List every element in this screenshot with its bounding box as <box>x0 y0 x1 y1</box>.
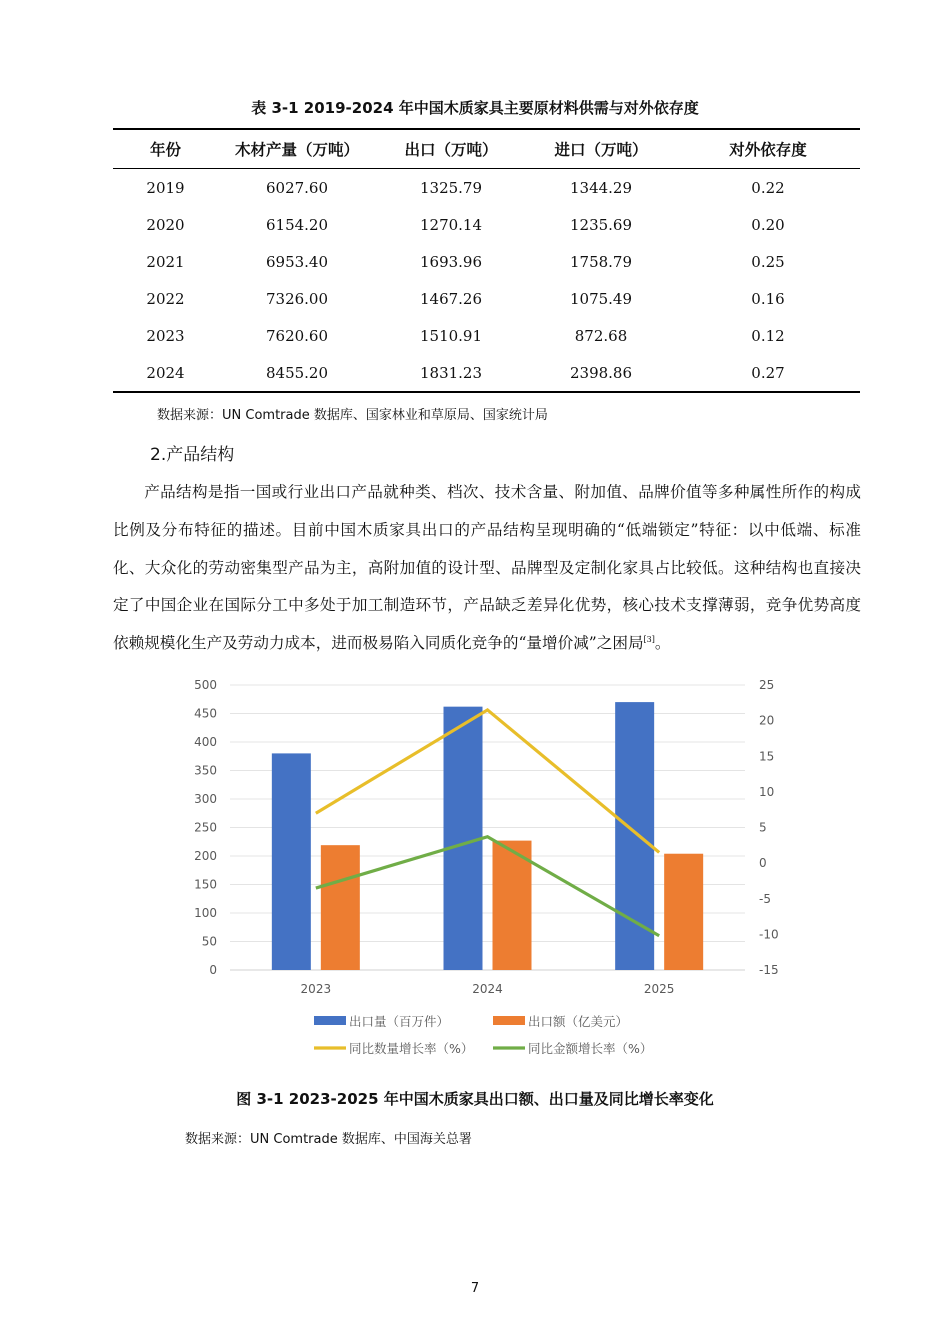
table-row <box>113 280 860 317</box>
left-axis-tick-label: 200 <box>194 849 217 863</box>
table-row <box>113 243 860 280</box>
series-line <box>316 837 659 936</box>
right-axis-tick-label: 0 <box>759 856 767 871</box>
table-cell: 1270.14 <box>419 215 483 234</box>
right-axis-tick-label: 20 <box>759 713 775 728</box>
x-axis-tick-label: 2024 <box>472 982 503 996</box>
bar-2023 <box>321 845 360 970</box>
right-axis-tick-label: 15 <box>759 749 775 764</box>
header-dependency: 对外依存度 <box>676 129 860 169</box>
right-axis-tick-label: -10 <box>759 927 779 942</box>
table-row <box>113 206 860 243</box>
table-row <box>113 169 860 207</box>
table-source-note: 数据来源：UN Comtrade 数据库、国家林业和草原局、国家统计局 <box>157 408 548 423</box>
table-cell: 0.25 <box>751 252 785 271</box>
legend-label: 出口额（亿美元） <box>528 1014 629 1029</box>
table-cell: 1831.23 <box>376 354 526 392</box>
x-axis-tick-label: 2023 <box>300 982 332 996</box>
bar-2024 <box>444 707 483 970</box>
table-cell: 8455.20 <box>218 354 376 392</box>
legend-label: 出口量（百万件） <box>349 1014 450 1029</box>
x-axis-tick-label: 2025 <box>643 982 675 996</box>
legend-swatch <box>493 1016 525 1025</box>
chart-lines <box>316 710 659 936</box>
citation-reference[interactable]: [3] <box>643 635 655 644</box>
left-axis-tick-label: 450 <box>194 706 217 721</box>
table-cell: 872.68 <box>574 326 628 345</box>
header-year: 年份 <box>113 129 218 169</box>
left-axis-tick-label: 50 <box>201 934 217 949</box>
legend-swatch <box>314 1016 346 1025</box>
table-cell: 1467.26 <box>419 289 483 308</box>
left-axis-tick-label: 0 <box>209 963 217 977</box>
series-line <box>316 710 659 853</box>
table-cell: 2398.86 <box>526 354 676 392</box>
table-cell: 0.22 <box>751 178 785 197</box>
table-cell: 6953.40 <box>265 252 329 271</box>
header-import: 进口（万吨） <box>526 129 676 169</box>
legend-label: 同比数量增长率（%） <box>349 1041 474 1056</box>
paragraph-end: 。 <box>654 634 671 653</box>
table-caption: 表 3-1 2019-2024 年中国木质家具主要原材料供需与对外依存度 <box>251 99 699 117</box>
paragraph-text: 产品结构是指一国或行业出口产品就种类、档次、技术含量、附加值、品牌价值等多种属性所作的构成比例及分布特征的描述。目前中国木质家具出口的产品结构呈现明确的“低端锁定”特征：以中低端、标准化、大众化的劳动密集型产品为主，高附加值的设计型、品牌型及定制化家具占比较低。这种结构也直接决定了中国企业在国际分工中多处于加工制造环节，产品缺乏差异化优势，核心技术支撑薄弱，竞争优势高度依赖规模化生产及劳动力成本，进而极易陷入同质化竞争的“量增价减”之困局 <box>113 483 861 653</box>
table-cell: 1235.69 <box>569 215 633 234</box>
table-cell: 6154.20 <box>265 215 329 234</box>
table-cell: 1693.96 <box>419 252 483 271</box>
left-axis-tick-label: 150 <box>194 877 217 892</box>
bar-2023 <box>272 753 311 970</box>
chart-legend <box>314 1014 652 1056</box>
body-paragraph <box>113 474 861 663</box>
table-header-row <box>113 129 860 169</box>
table-cell: 2020 <box>146 215 185 234</box>
legend-label: 同比金额增长率（%） <box>528 1041 653 1056</box>
section-heading: 2.产品结构 <box>150 445 235 465</box>
right-axis-tick-label: -15 <box>759 963 779 977</box>
table-cell: 2024 <box>113 354 218 392</box>
table-cell: 1510.91 <box>419 326 483 345</box>
table-cell: 0.27 <box>676 354 860 392</box>
left-axis-tick-label: 400 <box>194 735 217 749</box>
table-cell: 0.16 <box>751 289 785 308</box>
table-cell: 0.12 <box>751 326 785 345</box>
bar-2025 <box>664 854 703 970</box>
table-cell: 1758.79 <box>569 252 633 271</box>
table-cell: 7620.60 <box>265 326 329 345</box>
header-export: 出口（万吨） <box>376 129 526 169</box>
table-cell: 2019 <box>146 178 185 197</box>
table-cell: 7326.00 <box>265 289 329 308</box>
table-cell: 2023 <box>146 326 185 345</box>
table-cell: 1325.79 <box>419 178 483 197</box>
figure-source-note: 数据来源：UN Comtrade 数据库、中国海关总署 <box>185 1132 472 1147</box>
left-axis-tick-label: 100 <box>194 906 217 920</box>
left-axis-tick-label: 300 <box>194 792 217 806</box>
left-axis-tick-label: 250 <box>194 820 217 835</box>
right-axis-tick-label: 10 <box>759 784 775 799</box>
table-row <box>113 354 860 392</box>
right-axis-tick-label: 5 <box>759 820 767 835</box>
right-axis-tick-label: 25 <box>759 678 775 692</box>
table-cell: 1344.29 <box>569 178 633 197</box>
data-table <box>113 128 860 393</box>
header-timber-output: 木材产量（万吨） <box>218 129 376 169</box>
table-cell: 2021 <box>146 252 185 271</box>
table-cell: 0.20 <box>751 215 785 234</box>
figure-caption: 图 3-1 2023-2025 年中国木质家具出口额、出口量及同比增长率变化 <box>236 1090 714 1108</box>
left-axis-tick-label: 350 <box>194 763 217 778</box>
right-axis-tick-label: -5 <box>759 891 771 906</box>
table-cell: 2022 <box>146 289 185 308</box>
table-cell: 1075.49 <box>569 289 633 308</box>
export-chart <box>180 670 780 1065</box>
table-row <box>113 317 860 354</box>
table-cell: 6027.60 <box>265 178 329 197</box>
page-number: 7 <box>470 1281 480 1296</box>
left-axis-tick-label: 500 <box>194 678 217 692</box>
